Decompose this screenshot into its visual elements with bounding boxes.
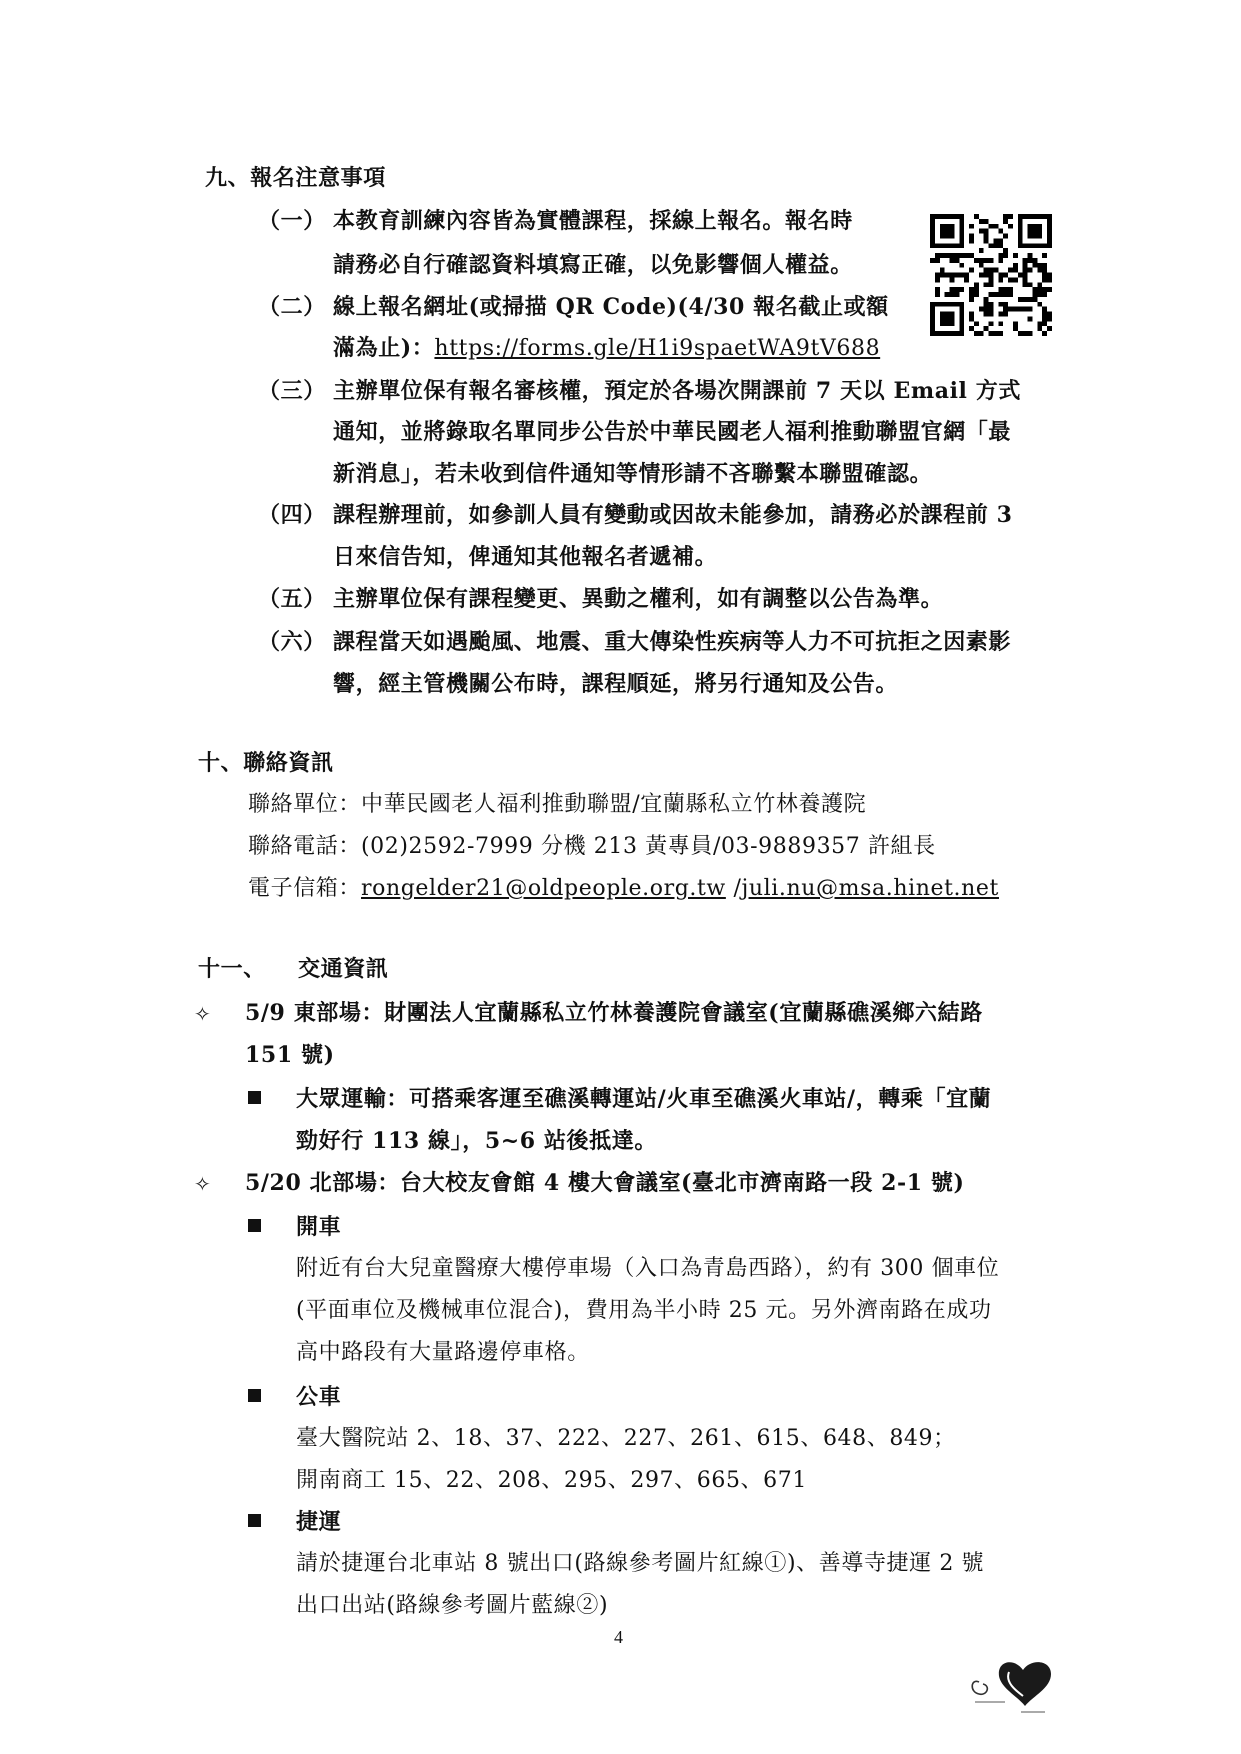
mrt-line2: 出口出站(路線參考圖片藍線②) (296, 1593, 609, 1618)
mrt-line1: 請於捷運台北車站 8 號出口(路線參考圖片紅線①)、善導寺捷運 2 號 (296, 1551, 985, 1576)
item1-line1: 本教育訓練內容皆為實體課程，採線上報名。報名時 (333, 208, 853, 234)
item5-line1: 主辦單位保有課程變更、異動之權利，如有調整以公告為準。 (333, 586, 944, 612)
drive-title: 開車 (296, 1214, 342, 1240)
square-bullet-icon (248, 1389, 261, 1402)
mrt-title: 捷運 (296, 1509, 342, 1535)
item6-line1: 課程當天如遇颱風、地震、重大傳染性疾病等人力不可抗拒之因素影 (333, 629, 1012, 655)
item2-line2 (333, 333, 880, 364)
square-bullet-icon (248, 1514, 261, 1527)
section9-heading: 九、報名注意事項 (205, 165, 386, 191)
item2-line1: 線上報名網址(或掃描 QR Code)(4/30 報名截止或額 (333, 294, 889, 320)
square-bullet-icon (248, 1091, 261, 1104)
section10-heading: 十、聯絡資訊 (198, 750, 334, 776)
east-transit-line1: 大眾運輸：可搭乘客運至礁溪轉運站/火車至礁溪火車站/，轉乘「宜蘭 (296, 1086, 992, 1112)
bus-line2: 開南商工 15、22、208、295、297、665、671 (296, 1468, 807, 1493)
item3-line3: 新消息」，若未收到信件通知等情形請不吝聯繫本聯盟確認。 (333, 461, 933, 487)
section11-heading-number: 十一、 (198, 956, 266, 982)
square-bullet-icon (248, 1219, 261, 1232)
email-separator: / (725, 876, 742, 901)
page-number: 4 (614, 1627, 624, 1647)
item1-line2: 請務必自行確認資料填寫正確，以免影響個人權益。 (333, 252, 853, 278)
item4-marker: （四） (258, 502, 326, 528)
item6-marker: （六） (258, 629, 326, 655)
contact-unit: 聯絡單位：中華民國老人福利推動聯盟/宜蘭縣私立竹林養護院 (248, 792, 867, 817)
bus-title: 公車 (296, 1384, 342, 1410)
item1-marker: （一） (258, 208, 326, 234)
drive-line2: (平面車位及機械車位混合)，費用為半小時 25 元。另外濟南路在成功 (296, 1298, 992, 1323)
diamond-bullet-icon: ✧ (194, 1172, 212, 1196)
item2-line2-text: 滿為止)： (333, 335, 435, 361)
east-venue-line2: 151 號) (245, 1042, 335, 1068)
drive-line3: 高中路段有大量路邊停車格。 (296, 1340, 590, 1365)
east-venue-line1: 5/9 東部場：財團法人宜蘭縣私立竹林養護院會議室(宜蘭縣礁溪鄉六結路 (245, 1000, 983, 1026)
item5-marker: （五） (258, 586, 326, 612)
drive-line1: 附近有台大兒童醫療大樓停車場（入口為青島西路），約有 300 個車位 (296, 1256, 1000, 1281)
qr-code-icon[interactable] (930, 214, 1052, 336)
east-transit-line2: 勁好行 113 線」，5~6 站後抵達。 (296, 1128, 657, 1154)
item6-line2: 響，經主管機關公布時，課程順延，將另行通知及公告。 (333, 671, 899, 697)
heart-logo-icon (965, 1652, 1055, 1722)
email-link-1[interactable]: rongelder21@oldpeople.org.tw (361, 876, 726, 901)
north-venue-line1: 5/20 北部場：台大校友會館 4 樓大會議室(臺北市濟南路一段 2-1 號) (245, 1170, 965, 1196)
item3-line1: 主辦單位保有報名審核權，預定於各場次開課前 7 天以 Email 方式 (333, 378, 1021, 404)
email-label: 電子信箱： (248, 876, 362, 901)
contact-phone: 聯絡電話：(02)2592-7999 分機 213 黃專員/03-9889357 許組長 (248, 834, 936, 859)
bus-line1: 臺大醫院站 2、18、37、222、227、261、615、648、849； (296, 1426, 956, 1451)
item3-line2: 通知，並將錄取名單同步公告於中華民國老人福利推動聯盟官網「最 (333, 419, 1012, 445)
section11-heading: 交通資訊 (298, 956, 389, 982)
contact-email-row (248, 874, 999, 904)
diamond-bullet-icon: ✧ (194, 1002, 212, 1026)
email-link-2[interactable]: juli.nu@msa.hinet.net (741, 876, 999, 901)
item4-line2: 日來信告知，俾通知其他報名者遞補。 (333, 544, 718, 570)
item3-marker: （三） (258, 378, 326, 404)
item4-line1: 課程辦理前，如參訓人員有變動或因故未能參加，請務必於課程前 3 (333, 502, 1013, 528)
registration-link[interactable]: https://forms.gle/H1i9spaetWA9tV688 (434, 336, 881, 361)
item2-marker: （二） (258, 294, 326, 320)
